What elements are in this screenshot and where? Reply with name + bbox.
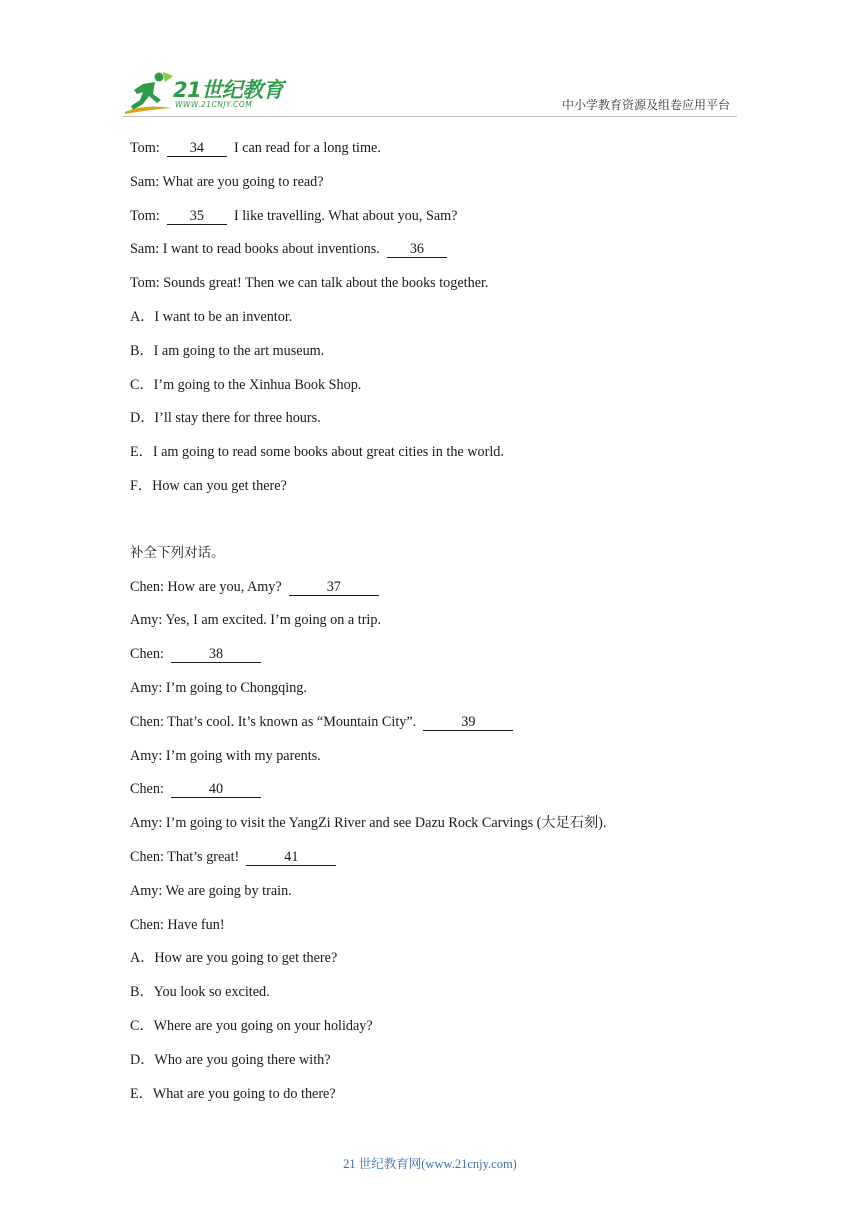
- line-speaker-text: Chen:: [130, 646, 171, 663]
- options-1: [130, 307, 750, 510]
- answer-blank[interactable]: 38: [171, 646, 261, 663]
- line-speaker-text: Chen: That’s great!: [130, 848, 247, 865]
- dialogue-line: Amy: We are going by train.: [130, 882, 292, 899]
- answer-blank[interactable]: 39: [423, 714, 513, 731]
- line-speaker-text: Tom:: [130, 140, 167, 156]
- page-footer: 21 世纪教育网(www.21cnjy.com): [343, 1157, 517, 1171]
- answer-option: F．How can you get there?: [130, 477, 287, 494]
- answer-option: B．I am going to the art museum.: [130, 342, 325, 359]
- dialogue-line: [130, 206, 750, 240]
- options-2: [130, 948, 750, 1117]
- line-trailing-text: I like travelling. What about you, Sam?: [226, 207, 458, 224]
- answer-blank[interactable]: 41: [246, 849, 336, 866]
- line-speaker-text: Tom:: [130, 207, 167, 224]
- dialogue-line: Tom: Sounds great! Then we can talk about the books together.: [130, 275, 489, 292]
- answer-blank[interactable]: 36: [387, 241, 447, 258]
- dialogue-line: [130, 239, 750, 273]
- dialogue-line: [130, 577, 750, 611]
- answer-option: A．How are you going to get there?: [130, 950, 338, 967]
- line-speaker-text: Chen: How are you, Amy?: [130, 578, 289, 595]
- section-gap: [130, 510, 750, 543]
- answer-option: D．I’ll stay there for three hours.: [130, 410, 321, 427]
- answer-option: B．You look so excited.: [130, 984, 270, 1001]
- answer-blank[interactable]: 37: [289, 579, 379, 596]
- dialogue-2: [130, 577, 750, 949]
- dialogue-1: [130, 138, 750, 307]
- answer-option: C．I’m going to the Xinhua Book Shop.: [130, 376, 362, 393]
- line-trailing-text: I can read for a long time.: [226, 140, 381, 156]
- site-logo: [123, 68, 293, 116]
- page-header: [0, 0, 860, 125]
- answer-blank[interactable]: 40: [171, 781, 261, 798]
- dialogue-line: Amy: I’m going to visit the YangZi River and see Dazu Rock Carvings (大足石刻).: [130, 815, 607, 832]
- answer-option: C．Where are you going on your holiday?: [130, 1017, 373, 1034]
- dialogue-line: Chen: Have fun!: [130, 916, 225, 933]
- header-divider: [123, 116, 737, 117]
- answer-option: D．Who are you going there with?: [130, 1051, 331, 1068]
- platform-tagline: 中小学教育资源及组卷应用平台: [561, 98, 730, 112]
- dialogue-line: [130, 847, 750, 881]
- answer-option: E．What are you going to do there?: [130, 1085, 336, 1102]
- line-speaker-text: Chen: That’s cool. It’s known as “Mountain City”.: [130, 713, 424, 730]
- answer-blank[interactable]: 34: [167, 140, 227, 157]
- answer-option: E．I am going to read some books about great cities in the world.: [130, 444, 504, 461]
- dialogue-line: [130, 712, 750, 746]
- dialogue-line: [130, 138, 750, 172]
- worksheet-content: [130, 138, 750, 1117]
- runner-logo-icon: [123, 70, 175, 114]
- dialogue-line: Sam: What are you going to read?: [130, 173, 324, 190]
- dialogue-line: Amy: Yes, I am excited. I’m going on a trip.: [130, 612, 382, 629]
- line-speaker-text: Chen:: [130, 781, 171, 798]
- answer-blank[interactable]: 35: [167, 208, 227, 225]
- dialogue-line: [130, 779, 750, 813]
- dialogue-line: [130, 644, 750, 678]
- dialogue-line: Amy: I’m going to Chongqing.: [130, 679, 307, 696]
- answer-option: A．I want to be an inventor.: [130, 308, 293, 325]
- logo-wordmark: 21世纪教育: [173, 78, 284, 102]
- dialogue-line: Amy: I’m going with my parents.: [130, 747, 321, 764]
- logo-url: WWW.21CNJY.COM: [175, 100, 253, 109]
- line-speaker-text: Sam: I want to read books about inventions.: [130, 241, 387, 258]
- section-instruction: 补全下列对话。: [130, 544, 225, 561]
